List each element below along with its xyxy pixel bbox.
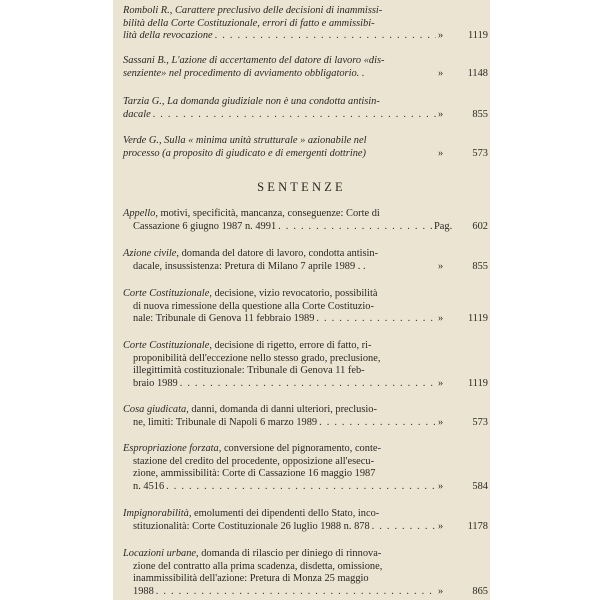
page-mark: Pag.: [434, 220, 453, 232]
entry-last-line: dacale, insussistenza: Pretura di Milano 7 aprile 1989 . . » 855: [133, 260, 488, 272]
page-number: 1119: [467, 377, 488, 389]
page-number: 1119: [467, 30, 488, 42]
page-number: 573: [472, 416, 488, 428]
entry-line: Corte Costituzionale, decisione di rigetto, errore di fatto, ri-: [123, 340, 372, 351]
sentenza-entry: [123, 340, 488, 390]
page-mark: »: [438, 585, 444, 597]
entry-last-line: 1988 . . . » 865: [123, 586, 488, 599]
entry-last-line: stituzionalità: Corte Costituzionale 26 luglio 1988 n. 878 . . . » 1178: [123, 521, 488, 534]
entry-line: illegittimità costituzionale: Tribunale di Genova 11 feb-: [133, 365, 365, 377]
entry-line: Espropriazione forzata, conversione del pignoramento, conte-: [123, 443, 381, 454]
leader-dots: [372, 521, 436, 534]
entry-last-line: braio 1989 . . . » 1119: [123, 378, 488, 391]
page-number: 855: [472, 260, 488, 272]
doctrine-entry-verde: [123, 135, 488, 160]
sentenza-entry: [123, 288, 488, 326]
leader-dots: [153, 109, 436, 122]
leader-dots: [316, 313, 436, 326]
entry-line: Sassani B., L'azione di accertamento del datore di lavoro «dis-: [123, 55, 385, 66]
page-mark: »: [438, 377, 444, 389]
leader-dots: [156, 586, 436, 599]
page-number: 1119: [467, 313, 488, 325]
entry-line: Azione civile, domanda del datore di lavoro, condotta antisin-: [123, 248, 379, 259]
page-mark: »: [438, 520, 444, 532]
leader-dots: [166, 481, 436, 494]
entry-line: Appello, motivi, specificità, mancanza, conseguenze: Corte di: [123, 208, 380, 219]
entry-line: inammissibilità dell'azione: Pretura di Monza 25 maggio: [133, 573, 369, 585]
page-mark: »: [438, 313, 444, 325]
entry-last-line: lità della revocazione . . . » 1119: [123, 30, 488, 43]
page-number: 584: [472, 480, 488, 492]
entry-line: Locazioni urbane, domanda di rilascio per diniego di rinnova-: [123, 548, 382, 559]
page-mark: »: [438, 480, 444, 492]
page-number: 855: [472, 108, 488, 120]
entry-last-line: ne, limiti: Tribunale di Napoli 6 marzo 1989 . . . » 573: [123, 417, 488, 430]
page-mark: »: [438, 67, 444, 79]
leader-dots: [180, 378, 436, 391]
page-mark: »: [438, 260, 444, 272]
page-mark: »: [438, 147, 444, 159]
entry-last-line: Cassazione 6 giugno 1987 n. 4991 . . . Pag. 602: [123, 221, 488, 234]
page-number: 865: [472, 585, 488, 597]
page-number: 1178: [467, 520, 488, 532]
entry-line: proponibilità dell'eccezione nello stesso grado, preclusione,: [133, 352, 381, 364]
entry-line: stazione del credito del procedente, opposizione all'esecu-: [133, 455, 375, 467]
page-number: 1148: [467, 67, 488, 79]
doctrine-entry-tarzia: [123, 96, 488, 121]
section-title: SENTENZE: [257, 180, 346, 194]
book-page: [113, 0, 490, 600]
entry-last-line: nale: Tribunale di Genova 11 febbraio 1989 . . . » 1119: [123, 313, 488, 326]
sentenza-entry: [123, 508, 488, 533]
sentenza-entry: [123, 548, 488, 598]
sentenza-entry: [123, 208, 488, 233]
doctrine-entry-sassani: [123, 55, 488, 80]
entry-last-line: processo (a proposito di giudicato e di emergenti dottrine) » 573: [123, 147, 488, 159]
entry-line: Impignorabilità, emolumenti dei dipendenti dello Stato, inco-: [123, 508, 380, 519]
entry-line: Tarzia G., La domanda giudiziale non è una condotta antisin-: [123, 96, 380, 107]
leader-dots: [319, 417, 436, 430]
entry-line: Romboli R., Carattere preclusivo delle decisioni di inammissi-: [123, 5, 383, 16]
entry-line: di nuova rimessione della questione alla Corte Costituzio-: [133, 300, 374, 312]
entry-line: zione del contratto alla prima scadenza, disdetta, omissione,: [133, 560, 383, 572]
entry-line: Corte Costituzionale, decisione, vizio revocatorio, possibilità: [123, 288, 378, 299]
entry-line: Cosa giudicata, danni, domanda di danni ulteriori, preclusio-: [123, 404, 377, 415]
entry-last-line: n. 4516 . . . » 584: [123, 481, 488, 494]
entry-last-line: dacale . . . » 855: [123, 109, 488, 122]
page-number: 573: [472, 147, 488, 159]
page-mark: »: [438, 30, 444, 42]
page-number: 602: [472, 220, 488, 232]
leader-dots: [278, 221, 432, 234]
sentenza-entry: [123, 248, 488, 273]
entry-line: zione, ammissibilità: Corte di Cassazione 16 maggio 1987: [133, 468, 376, 480]
entry-line: Verde G., Sulla « minima unità strutturale » azionabile nel: [123, 135, 367, 146]
sentenza-entry: [123, 404, 488, 429]
leader-dots: [215, 30, 436, 43]
sentenza-entry: [123, 443, 488, 493]
page-mark: »: [438, 108, 444, 120]
entry-last-line: senziente» nel procedimento di avviamento obbligatorio. . » 1148: [123, 67, 488, 79]
doctrine-entry-romboli: [123, 5, 488, 43]
page-mark: »: [438, 416, 444, 428]
entry-line: bilità della Corte Costituzionale, errori di fatto e ammissibi-: [123, 17, 375, 29]
